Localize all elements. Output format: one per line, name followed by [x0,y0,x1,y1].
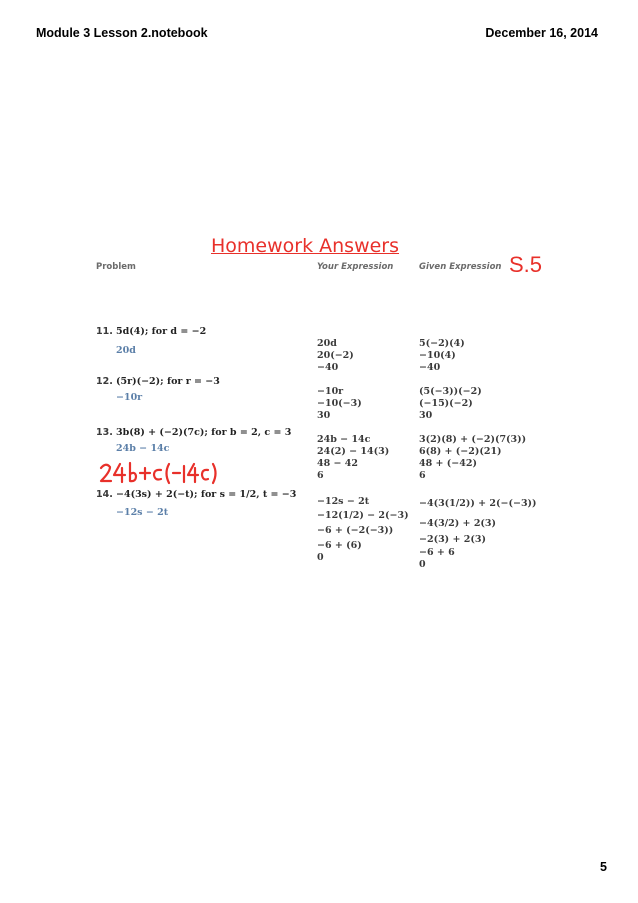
given-expression-line: 6(8) + (−2)(21) [419,446,502,457]
column-header-your-expression: Your Expression [317,262,394,272]
column-header-problem: Problem [96,262,136,272]
your-expression-line: −40 [317,362,339,373]
given-expression-line: 5(−2)(4) [419,338,465,349]
slide-tag: S.5 [509,252,543,277]
homework-answers-title: Homework Answers [211,235,400,257]
given-expression-line: −2(3) + 2(3) [419,534,486,545]
given-expression-line: −40 [419,362,441,373]
your-expression-line: 30 [317,410,331,421]
your-expression-line: 20(−2) [317,350,354,361]
your-expression-line: −6 + (−2(−3)) [317,525,394,536]
problem-number: 12. [96,376,113,387]
given-expression-line: 0 [419,559,426,570]
given-expression-line: 30 [419,410,433,421]
page-date: December 16, 2014 [485,26,598,40]
your-expression-line: −10r [317,386,344,397]
problem-answer: −10r [116,392,143,403]
problem-answer: −12s − 2t [116,507,169,518]
notebook-title: Module 3 Lesson 2.notebook [36,26,208,40]
your-expression-line: 48 − 42 [317,458,359,469]
page-number: 5 [600,860,607,874]
given-expression-line: −4(3(1/2)) + 2(−(−3)) [419,498,537,509]
your-expression-line: 24(2) − 14(3) [317,446,390,457]
given-expression-line: (5(−3))(−2) [419,386,482,397]
given-expression-line: (−15)(−2) [419,398,473,409]
problem-answer: 20d [116,345,136,356]
problem-statement: 3b(8) + (−2)(7c); for b = 2, c = 3 [116,427,292,438]
given-expression-line: 6 [419,470,426,481]
column-header-given-expression: Given Expression [419,262,502,272]
problem-statement: −4(3s) + 2(−t); for s = 1/2, t = −3 [116,489,297,500]
handwritten-note [98,460,228,488]
given-expression-line: 48 + (−42) [419,458,477,469]
your-expression-line: 20d [317,338,337,349]
your-expression-line: 6 [317,470,324,481]
your-expression-line: −12s − 2t [317,496,370,507]
your-expression-line: −10(−3) [317,398,362,409]
given-expression-line: −10(4) [419,350,456,361]
your-expression-line: 0 [317,552,324,563]
your-expression-line: 24b − 14c [317,434,371,445]
given-expression-line: 3(2)(8) + (−2)(7(3)) [419,434,527,445]
problem-answer: 24b − 14c [116,443,170,454]
given-expression-line: −4(3/2) + 2(3) [419,518,497,529]
given-expression-line: −6 + 6 [419,547,455,558]
problem-statement: (5r)(−2); for r = −3 [116,376,220,387]
problem-number: 14. [96,489,113,500]
your-expression-line: −6 + (6) [317,540,362,551]
problem-number: 13. [96,427,113,438]
problem-number: 11. [96,326,113,337]
problem-statement: 5d(4); for d = −2 [116,326,207,337]
your-expression-line: −12(1/2) − 2(−3) [317,510,409,521]
